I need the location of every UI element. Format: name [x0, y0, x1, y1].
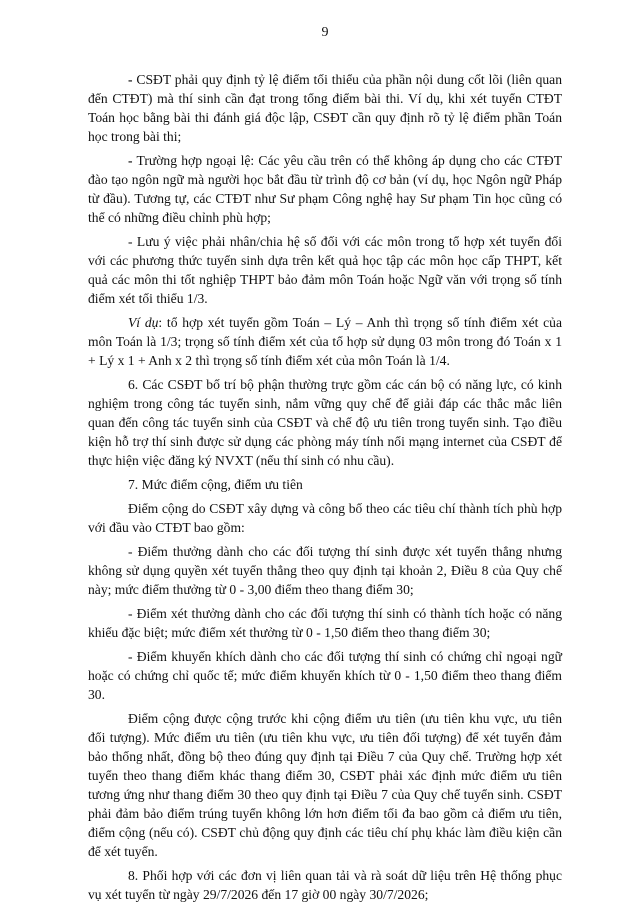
example-label: Ví dụ: [128, 315, 159, 330]
paragraph-example: [88, 313, 562, 370]
paragraph-bonus-intro: Điểm cộng do CSĐT xây dựng và công bố theo các tiêu chí thành tích phù hợp với đầu vào CTĐT bao gồm:: [88, 501, 562, 535]
paragraph-core-content-ratio: [88, 70, 562, 146]
bullet-dash: -: [128, 72, 133, 87]
paragraph-text: : tổ hợp xét tuyển gồm Toán – Lý – Anh thì trọng số tính điểm xét của môn Toán là 1/3; trọng số tính điểm xét của tổ hợp sử dụng 03 môn trong đó Toán x 1 + Lý x 1 + Anh x 2 thì trọng số tính điểm xét của môn Toán là 1/4.: [88, 315, 563, 368]
bullet-dash: -: [128, 153, 133, 168]
paragraph-priority-points: Điểm cộng được cộng trước khi cộng điểm ưu tiên (ưu tiên khu vực, ưu tiên đối tượng). Mức điểm ưu tiên (ưu tiên khu vực, ưu tiên đối tượng) để xét tuyển đảm bảo thống nhất, đồng bộ theo đúng quy định tại Điều 7 của Quy chế. Trường hợp xét tuyển theo thang điểm khác thang điểm 30, CSĐT phải xác định mức điểm ưu tiên tương ứng như thang điểm 30 theo quy định tại Điều 7 của Quy chế tuyển sinh. CSĐT phải đảm bảo điểm trúng tuyển không lớn hơn điểm tối đa bao gồm cả điểm ưu tiên, điểm cộng (nếu có). CSĐT chủ động quy định các tiêu chí phụ khác làm điều kiện cần để xét tuyển.: [88, 711, 562, 859]
paragraph-bonus-item-3: - Điểm khuyến khích dành cho các đối tượng thí sinh có chứng chỉ ngoại ngữ hoặc có chứng chỉ quốc tế; mức điểm khuyến khích từ 0 - 1,50 điểm theo thang điểm 30.: [88, 649, 562, 702]
paragraph-text: CSĐT phải quy định tỷ lệ điểm tối thiểu của phần nội dung cốt lõi (liên quan đến CTĐT) mà thí sinh cần đạt trong tổng điểm bài thi. Ví dụ, khi xét tuyển CTĐT Toán học bằng bài thi đánh giá độc lập, CSĐT cần quy định rõ tỷ lệ điểm phần Toán học trong bài thi;: [88, 72, 562, 144]
paragraph-weighting-note: - Lưu ý việc phải nhân/chia hệ số đối với các môn trong tổ hợp xét tuyển đối với các phương thức tuyển sinh dựa trên kết quả học tập các môn học cấp THPT, kết quả các môn thi tốt nghiệp THPT bảo đảm môn Toán hoặc Ngữ văn với trọng số tính điểm xét tối thiểu 1/3.: [88, 234, 562, 306]
paragraph-bonus-item-2: - Điểm xét thưởng dành cho các đối tượng thí sinh có thành tích hoặc có năng khiếu đặc biệt; mức điểm xét thưởng từ 0 - 1,50 điểm theo thang điểm 30;: [88, 606, 562, 640]
section-heading-7: 7. Mức điểm cộng, điểm ưu tiên: [128, 477, 303, 492]
paragraph-section-8: 8. Phối hợp với các đơn vị liên quan tải và rà soát dữ liệu trên Hệ thống phục vụ xét tuyển từ ngày 29/7/2026 đến 17 giờ 00 ngày 30/7/2026;: [88, 868, 562, 902]
paragraph-bonus-item-1: - Điểm thưởng dành cho các đối tượng thí sinh được xét tuyển thẳng nhưng không sử dụng quyền xét tuyển thẳng theo quy định tại khoản 2, Điều 8 của Quy chế này; mức điểm thưởng từ 0 - 3,00 điểm theo thang điểm 30;: [88, 544, 562, 597]
paragraph-section-6: 6. Các CSĐT bố trí bộ phận thường trực gồm các cán bộ có năng lực, có kinh nghiệm trong công tác tuyển sinh, nắm vững quy chế để giải đáp các thắc mắc liên quan đến công tác tuyển sinh của CSĐT và chế độ ưu tiên trong tuyển sinh. Tạo điều kiện hỗ trợ thí sinh được sử dụng các phòng máy tính nối mạng internet của CSĐT để thực hiện việc đăng ký NVXT (nếu thí sinh có nhu cầu).: [88, 377, 562, 468]
document-page: [88, 24, 562, 909]
paragraph-text: Trường hợp ngoại lệ: Các yêu cầu trên có thể không áp dụng cho các CTĐT đào tạo ngôn ngữ mà người học bắt đầu từ trình độ cơ bản (ví dụ, học Ngôn ngữ Pháp từ đầu). Tương tự, các CTĐT như Sư phạm Công nghệ hay Sư phạm Tin học cũng có thể có những điều chỉnh phù hợp;: [88, 153, 563, 225]
page-number: 9: [321, 25, 329, 40]
paragraph-exception-case: [88, 151, 562, 227]
